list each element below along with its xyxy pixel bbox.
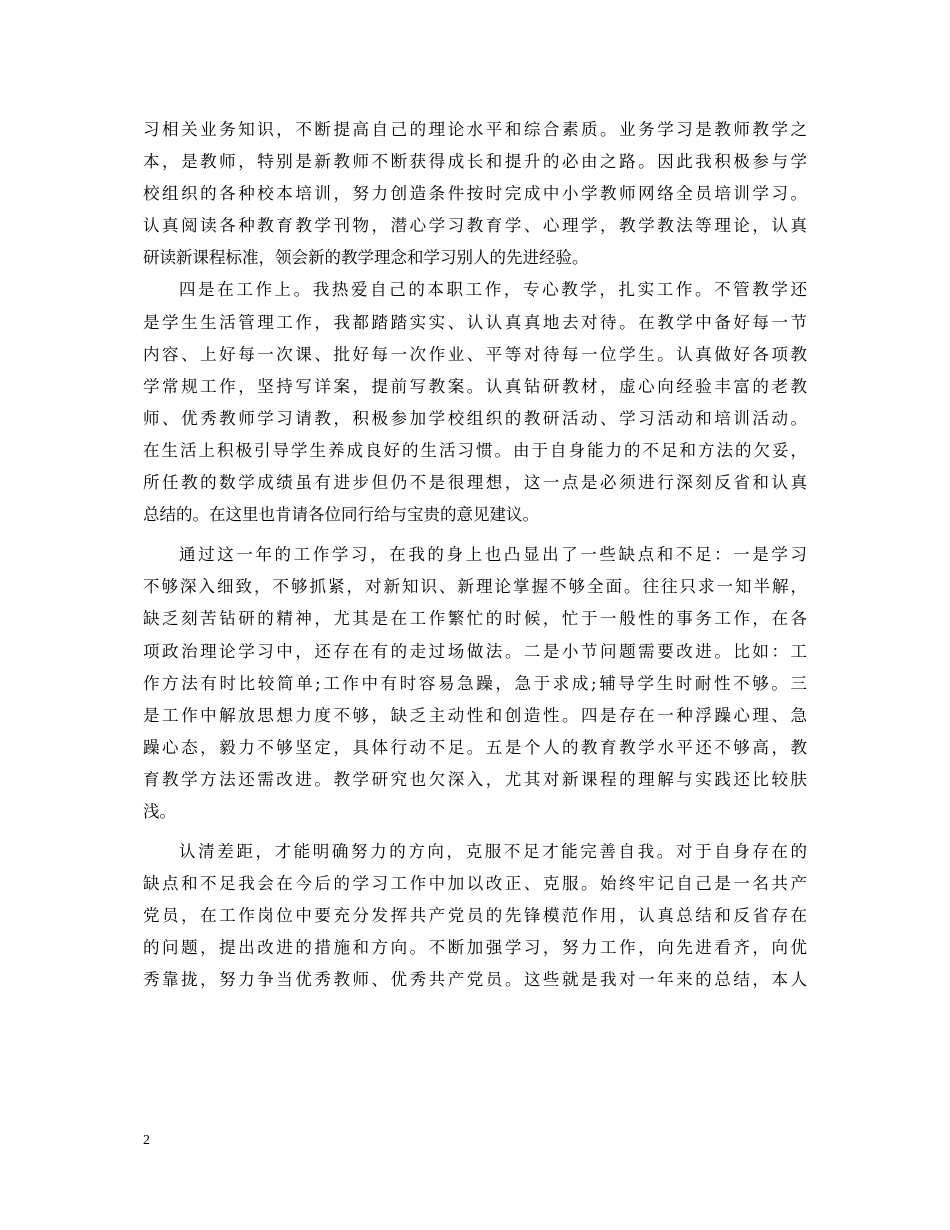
text-line: 本，是教师，特别是新教师不断获得成长和提升的必由之路。因此我积极参与学 xyxy=(143,152,807,172)
text-line: 研读新课程标准，领会新的教学理念和学习别人的先进经验。 xyxy=(143,248,589,268)
paragraph-3 xyxy=(143,539,807,828)
text-line: 认清差距，才能明确努力的方向，克服不足才能完善自我。对于自身存在的 xyxy=(179,842,807,862)
text-line: 缺点和不足我会在今后的学习工作中加以改正、克服。始终牢记自己是一名共产 xyxy=(143,874,807,894)
text-line: 浅。 xyxy=(143,801,176,821)
text-line: 不够深入细致，不够抓紧，对新知识、新理论掌握不够全面。往往只求一知半解， xyxy=(143,577,807,597)
text-line: 缺乏刻苦钻研的精神，尤其是在工作繁忙的时候，忙于一般性的事务工作，在各 xyxy=(143,609,807,629)
text-line: 的问题，提出改进的措施和方向。不断加强学习，努力工作，向先进看齐，向优 xyxy=(143,938,807,958)
text-line: 师、优秀教师学习请教，积极参加学校组织的教研活动、学习活动和培训活动。 xyxy=(143,408,807,428)
text-line: 校组织的各种校本培训，努力创造条件按时完成中小学教师网络全员培训学习。 xyxy=(143,184,807,204)
page-number: 2 xyxy=(143,1133,150,1148)
paragraph-2 xyxy=(143,274,807,531)
text-line: 习相关业务知识，不断提高自己的理论水平和综合素质。业务学习是教师教学之 xyxy=(143,120,807,139)
text-line: 是工作中解放思想力度不够，缺乏主动性和创造性。四是存在一种浮躁心理、急 xyxy=(143,705,807,725)
paragraph-spacing xyxy=(143,531,807,539)
paragraph-4 xyxy=(143,836,807,996)
paragraph-1 xyxy=(143,114,807,274)
text-line: 项政治理论学习中，还存在有的走过场做法。二是小节问题需要改进。比如：工 xyxy=(143,641,807,661)
text-line: 内容、上好每一次课、批好每一次作业、平等对待每一位学生。认真做好各项教 xyxy=(143,344,807,364)
document-body xyxy=(143,114,807,997)
text-line: 秀靠拢，努力争当优秀教师、优秀共产党员。这些就是我对一年来的总结，本人 xyxy=(143,970,807,990)
text-line: 党员，在工作岗位中要充分发挥共产党员的先锋模范作用，认真总结和反省存在 xyxy=(143,906,807,926)
text-line: 在生活上积极引导学生养成良好的生活习惯。由于自身能力的不足和方法的欠妥， xyxy=(143,440,807,460)
text-line: 是学生生活管理工作，我都踏踏实实、认认真真地去对待。在教学中备好每一节 xyxy=(143,312,807,332)
paragraph-spacing xyxy=(143,828,807,836)
text-line: 总结的。在这里也肯请各位同行给与宝贵的意见建议。 xyxy=(143,505,539,525)
text-line: 学常规工作，坚持写详案，提前写教案。认真钻研教材，虚心向经验丰富的老教 xyxy=(143,376,807,396)
text-line: 作方法有时比较简单;工作中有时容易急躁，急于求成;辅导学生时耐性不够。三 xyxy=(143,673,807,693)
text-line: 四是在工作上。我热爱自己的本职工作，专心教学，扎实工作。不管教学还 xyxy=(179,280,807,300)
text-line: 认真阅读各种教育教学刊物，潜心学习教育学、心理学，教学教法等理论，认真 xyxy=(143,216,807,236)
text-line: 躁心态，毅力不够坚定，具体行动不足。五是个人的教育教学水平还不够高，教 xyxy=(143,737,807,757)
text-line: 所任教的数学成绩虽有进步但仍不是很理想，这一点是必须进行深刻反省和认真 xyxy=(143,473,807,493)
text-line: 育教学方法还需改进。教学研究也欠深入，尤其对新课程的理解与实践还比较肤 xyxy=(143,769,807,789)
text-line: 通过这一年的工作学习，在我的身上也凸显出了一些缺点和不足：一是学习 xyxy=(179,545,807,565)
